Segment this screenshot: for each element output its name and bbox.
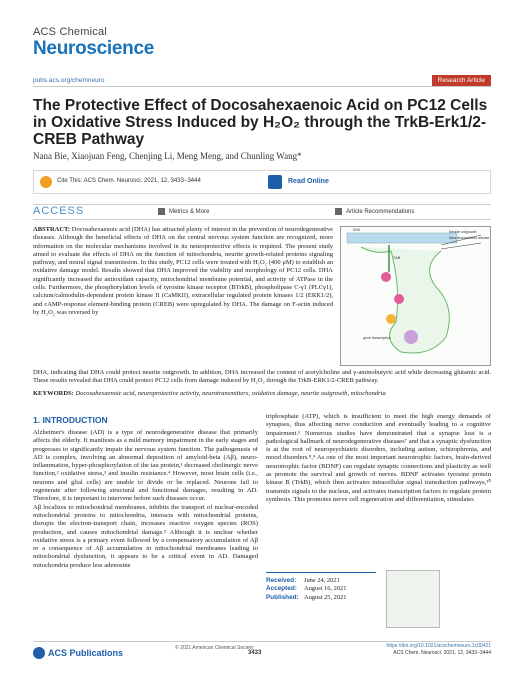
accepted-label: Accepted:	[266, 585, 297, 593]
pathway-node-2	[394, 294, 404, 304]
journal-url[interactable]: pubs.acs.org/chemneuro	[33, 77, 105, 84]
received-label: Received:	[266, 577, 297, 584]
metrics-link[interactable]	[158, 208, 209, 215]
article-title: The Protective Effect of Docosahexaenoic Acid on PC12 Cells in Oxidative Stress Induced by H₂O₂ through the TrkB-Erk1/2-CREB Pathway	[33, 97, 488, 148]
metrics-label: Metrics & More	[169, 209, 210, 216]
doi-block	[386, 643, 491, 656]
cite-this-text[interactable]: Cite This: ACS Chem. Neurosci. 2021, 12, 3433−3444	[57, 178, 201, 184]
page-number: 3433	[248, 650, 262, 656]
fig-label-dha: DHA	[353, 228, 361, 232]
abstract-continuation: DHA, indicating that DHA could protect neurite outgrowth. In addition, DHA increased the content of acetylcholine and γ-aminobutyric acid while decreasing glutamic acid. These results revealed that DHA could protect PC12 cells from damage induced by H₂O₂ through the TrkB-ERK1/2-CREB pathway.	[33, 369, 491, 385]
neuro-arrow	[441, 243, 481, 249]
published-date: August 25, 2021	[304, 593, 347, 601]
journal-name-line1: ACS Chemical	[33, 26, 107, 38]
read-online-icon[interactable]	[268, 175, 282, 189]
author-list: Nana Bie, Xiaojuan Feng, Chenjing Li, Meng Meng, and Chunling Wang*	[33, 151, 302, 161]
graphical-abstract[interactable]	[340, 226, 491, 366]
intro-column-left: Alzheimer's disease (AD) is a type of neurodegenerative disease that primarily affects the elderly. It manifests as a mild memory impairment in the early stages and progresses to significantly impair the nervous system function. The pathogenesis of AD is complex, involving an abnormal deposition of amyloid-beta (Aβ), neuro-inflammation, hyper-phosphorylation of the tau protein,¹ decreased cholinergic nerve function,² oxidative stress,³ and insulin resistance.⁴ However, most brain cells (i.e., neurons and glial cells) are unable to divide or be replaced. Neurons fail to regenerate after following structural and functional damages, resulting in AD. Therefore, it is important to intervene before such diseases occur. Aβ localizes to mitochondrial membranes, inhibits the transport of nuclear-encoded mitochondrial proteins to mitochondria, interacts with mitochondrial proteins, disrupts the electron-transport chain, increases reactive oxygen species (ROS) production, and causes mitochondrial damage.⁵ Although it is unclear whether oxidative stress is a primary event followed by a compensatory accumulation of Aβ or a consequence of Aβ accumulation in mitochondrial membranes leading to mitochondrial dysfunction, it appears to be a critical event in AD. Damaged mitochondria produce less adenosine	[33, 429, 258, 569]
journal-cover-thumbnail[interactable]	[386, 570, 440, 628]
journal-name-line2: Neuroscience	[33, 38, 155, 59]
access-label: ACCESS	[33, 205, 85, 217]
abstract	[33, 226, 333, 317]
accepted-date: August 16, 2021	[304, 585, 347, 593]
published-label: Published:	[266, 593, 299, 601]
pathway-node-3	[386, 314, 396, 324]
article-dates	[266, 577, 376, 602]
access-bar	[33, 204, 491, 220]
header-divider	[33, 86, 491, 87]
acs-logo-icon	[33, 647, 45, 659]
fig-label-trkb: TrkB	[393, 256, 401, 260]
recommendations-label: Article Recommendations	[346, 209, 415, 216]
abstract-heading: ABSTRACT:	[33, 226, 71, 233]
nucleus-icon	[404, 330, 418, 344]
section-heading: 1. INTRODUCTION	[33, 415, 108, 425]
footer-divider	[33, 641, 491, 642]
keywords	[33, 390, 491, 397]
keywords-text: Docosahexaenoic acid, neuroprotective activity, neurotransmitters, oxidative damage, neurite outgrowth, mitochondria	[75, 390, 386, 397]
doi-link[interactable]: https://doi.org/10.1021/acschemneuro.1c00421	[386, 643, 491, 649]
fig-label-neurite: Neurite outgrowth	[449, 230, 477, 234]
publisher-name: ACS Publications	[48, 648, 124, 658]
bar-chart-icon	[158, 208, 165, 215]
article-type-badge: Research Article	[432, 75, 491, 86]
received-date: June 24, 2021	[304, 577, 340, 584]
fig-label-gene: gene transcription	[363, 336, 391, 340]
graphical-abstract-diagram	[341, 227, 490, 365]
pathway-node-1	[381, 272, 391, 282]
keywords-heading: KEYWORDS:	[33, 390, 74, 397]
copyright-notice: © 2021 American Chemical Society	[175, 645, 254, 651]
fig-label-neuro: Neurotransmitters release	[449, 236, 490, 240]
cite-icon	[40, 176, 52, 188]
footer-citation: ACS Chem. Neurosci. 2021, 12, 3433−3444	[393, 649, 491, 656]
abstract-body: Docosahexaenoic acid (DHA) has attracted plenty of interest in the prevention of neurodegenerative diseases. Although the beneficial effects of DHA on the central nervous system function are recognized, more information on the molecular mechanisms involved in its neuroprotective effects is required. The present study aimed to evaluate the effects of DHA on the function of mitochondria, neurite growth-related proteins signaling pathway, and neural signal transmission. In this study, PC12 cells were treated with H₂O₂ (400 μM) to establish an oxidative damage model. Results showed that DHA improved the viability and morphology of PC12 cells. DHA significantly increased the antioxidant capacity, mitochondrial membrane potential, and activity of ATPase in the cells. Furthermore, the phosphorylation levels of tyrosine kinase receptor (BTrkB), phospholipase C-γ1 (PLCγ1), calcium/calmodulin-dependent protein kinase II (CaMKII), extracellular regulated protein kinases 1/2 (ERK1/2), and cAMP-response element-binding protein (CREB) were upregulated by DHA. The damage on F-actin induced by H₂O₂ was reversed by	[33, 226, 334, 316]
dates-divider	[266, 572, 376, 573]
read-online-link[interactable]: Read Online	[288, 178, 329, 185]
intro-column-right: triphosphate (ATP), which is insufficient to meet the high energy demands of synapses, thus affecting nerve conduction and eventually leading to a cognitive impairment.⁶ Numerous studies have demonstrated that a synapse loss is a pathological hallmark of neurodegenerative diseases⁷ and that a synaptic dysfunction is at the root of neuropsychiatric disorders, including autism, schizophrenia, and mood disorders.⁸,⁹ As one of the most important neurotrophic factors, brain-derived neurotrophic factor (BDNF) can regulate synaptic connections and plasticity as well as promote the survival and growth of nerves. BDNF activates tyrosine protein kinase B (TrkB), which then activates intracellular signal transduction pathways,¹⁰ transmits signals to the nucleus, and activates transcription factors to regulate protein synthesis. This promotes nerve cell regeneration and differentiation, stimulates	[266, 413, 491, 503]
recommendations-link[interactable]	[335, 208, 414, 215]
membrane-band	[347, 233, 457, 243]
document-icon	[335, 208, 342, 215]
